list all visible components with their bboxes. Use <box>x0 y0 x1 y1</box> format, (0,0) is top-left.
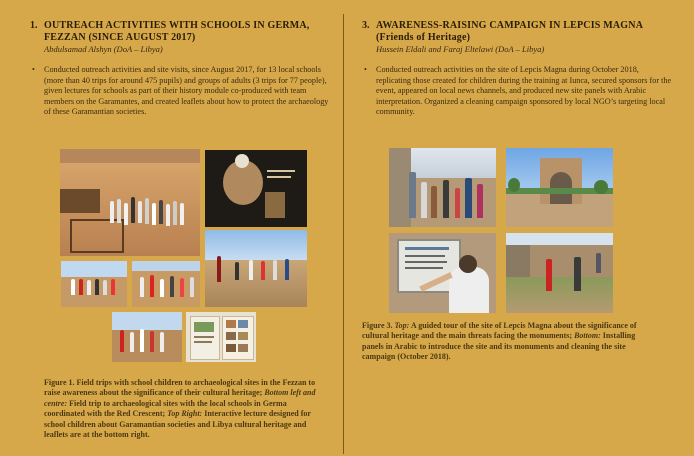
figure-1-label-top-right: Top Right: <box>167 409 203 419</box>
photo-interactive-lecture-slide <box>205 150 307 227</box>
figure-1-caption <box>44 378 324 440</box>
left-section-title-line1: OUTREACH ACTIVITIES WITH SCHOOLS IN GERMA, <box>44 20 310 31</box>
left-section-number: 1. <box>30 20 38 31</box>
left-column <box>30 20 330 118</box>
photo-site-visit-group <box>205 230 307 307</box>
right-section-title-line1: AWARENESS-RAISING CAMPAIGN IN LEPCIS MAGNA <box>376 20 644 31</box>
photo-leaflets <box>186 312 256 362</box>
photo-guided-tour <box>389 148 496 227</box>
photo-installing-arabic-panel <box>389 233 496 313</box>
figure-3-caption-text-bottom: Installing panels in Arabic to introduce the site and its monuments and cleaning the site campaign (October 2018). <box>362 331 636 362</box>
figure-1-caption-text-bottom: Field trip to archaeological sites with the local schools in Germa coordinated with the Red Crescent; <box>44 398 287 419</box>
left-section-authors: Abdulsamad Alshyn (DoA – Libya) <box>44 44 163 54</box>
figure-3-label-top: Top: <box>394 321 410 330</box>
figure-3-label-bottom: Bottom: <box>574 331 601 341</box>
left-section-title-line2: FEZZAN (SINCE AUGUST 2017) <box>44 32 196 43</box>
bullet-marker: • <box>364 65 367 74</box>
figure-3-label: Figure 3. <box>362 321 393 330</box>
figure-3-caption <box>362 321 652 363</box>
figure-1-label: Figure 1. <box>44 378 75 387</box>
right-section-bullet <box>362 65 672 118</box>
column-divider <box>343 14 344 454</box>
bullet-marker: • <box>32 65 35 74</box>
photo-desert-field-trip <box>60 149 200 256</box>
left-section-bullet-text: Conducted outreach activities and site visits, since August 2017, for 13 local schools (more than 40 trips for around 475 pupils) and groups of adults (3 trips for 77 people), given lectures for schools as part of their history module co-produced with team members on the Garamantes, and created leaflets about how to protect the archaeology of these Garamantian societies. <box>44 65 329 117</box>
left-section-bullet <box>30 65 330 118</box>
right-section-title-line2: (Friends of Heritage) <box>376 32 471 43</box>
right-section-number: 3. <box>362 20 370 31</box>
left-section-heading <box>30 20 330 44</box>
photo-red-crescent-trip-centre <box>132 261 200 307</box>
photo-arch-of-septimius-severus <box>506 148 613 227</box>
right-section-authors: Hussein Eldali and Faraj Eltelawi (DoA – Libya) <box>376 44 545 54</box>
photo-site-cleaning-campaign <box>506 233 613 313</box>
right-column <box>362 20 672 118</box>
right-section-bullet-text: Conducted outreach activities on the site of Lepcis Magna during October 2018, replicating those created for children during the training at Iunca, secured sponsors for the event, appeared on local news channels, and produced new site panels with Arabic interpretation. Organized a cleaning campaign sponsored by local NGO’s targeting local community. <box>376 65 672 117</box>
figure-1-label-bottom: Bottom left and centre: <box>44 388 316 408</box>
right-section-heading <box>362 20 672 44</box>
photo-students-at-site <box>112 312 182 362</box>
figure-1-caption-text-top-right: Interactive lecture designed for school children about Garamantian societies and Libya cultural heritage and leaflets are at the bottom right. <box>44 409 311 440</box>
photo-red-crescent-trip-left <box>61 261 127 307</box>
figure-1-caption-text: Field trips with school children to archaeological sites in the Fezzan to raise awareness about the significance of their cultural heritage; <box>44 378 316 398</box>
figure-3-caption-text-top: A guided tour of the site of Lepcis Magna about the significance of cultural heritage and the main threats facing the monuments; <box>362 321 637 341</box>
